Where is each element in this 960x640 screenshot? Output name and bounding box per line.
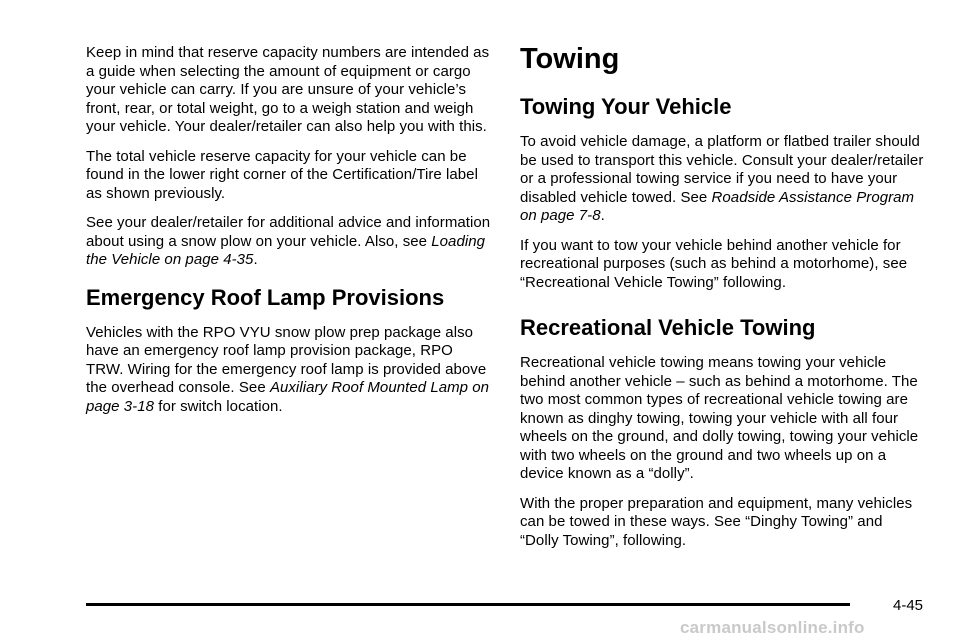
auxiliary-roof-lamp-link[interactable]: Auxiliary Roof Mounted Lamp on page 3-18 [86, 379, 490, 415]
left-column [86, 44, 494, 427]
emergency-roof-lamp-heading: Emergency Roof Lamp Provisions [86, 284, 445, 310]
recreational-intro-paragraph: If you want to tow your vehicle behind another vehicle for recreational purposes (such as behind a motorhome), see “Recreational Vehicle Towing” following. [520, 236, 908, 291]
reserve-capacity-paragraph: Keep in mind that reserve capacity numbers are intended as a guide when selecting the amount of equipment or cargo your vehicle can carry. If you are unsure of your vehicle’s front, rear, or total weight, go to a weigh station and weigh your vehicle. Your dealer/retailer can also help you with this. [86, 44, 490, 135]
loading-vehicle-link[interactable]: Loading the Vehicle on page 4-35 [86, 232, 486, 268]
snow-plow-advice-text: See your dealer/retailer for additional advice and information about using a snow plow on your vehicle. Also, see [86, 214, 491, 250]
recreational-definition-paragraph: Recreational vehicle towing means towing your vehicle behind another vehicle – such as behind a motorhome. The two most common types of recreational vehicle towing are known as dinghy towing, towing your vehicle with all four wheels on the ground, and dolly towing, towing your vehicle with two wheels on the ground and two wheels up on a device known as a “dolly”. [520, 354, 919, 482]
towing-ways-paragraph: With the proper preparation and equipment, many vehicles can be towed in these ways. See “Dinghy Towing” and “Dolly Towing”, following. [520, 494, 913, 549]
footer-rule [86, 603, 850, 606]
recreational-vehicle-towing-heading: Recreational Vehicle Towing [520, 315, 816, 340]
flatbed-text: To avoid vehicle damage, a platform or flatbed trailer should be used to transport this vehicle. Consult your dealer/retailer or a professional towing service if you need to have your disabled vehicle towed. See [520, 133, 924, 206]
roof-lamp-text-end: for switch location. [154, 397, 283, 415]
flatbed-paragraph [520, 133, 925, 226]
towing-your-vehicle-heading: Towing Your Vehicle [520, 94, 732, 119]
total-capacity-paragraph: The total vehicle reserve capacity for your vehicle can be found in the lower right corner of the Certification/Tire label as shown previously. [86, 147, 478, 202]
snow-plow-advice-paragraph [86, 214, 494, 270]
right-column [520, 41, 925, 561]
roadside-assistance-link[interactable]: Roadside Assistance Program on page 7-8 [520, 188, 915, 224]
watermark: carmanualsonline.info [680, 618, 865, 637]
roof-lamp-paragraph [86, 324, 494, 417]
roof-lamp-text: Vehicles with the RPO VYU snow plow prep package also have an emergency roof lamp provision package, RPO TRW. Wiring for the emergency roof lamp is provided above the overhead console. See [86, 323, 487, 396]
flatbed-text-end: . [600, 207, 605, 224]
towing-title: Towing [520, 43, 620, 75]
page-number: 4-45 [893, 597, 924, 614]
snow-plow-advice-end: . [253, 251, 258, 268]
